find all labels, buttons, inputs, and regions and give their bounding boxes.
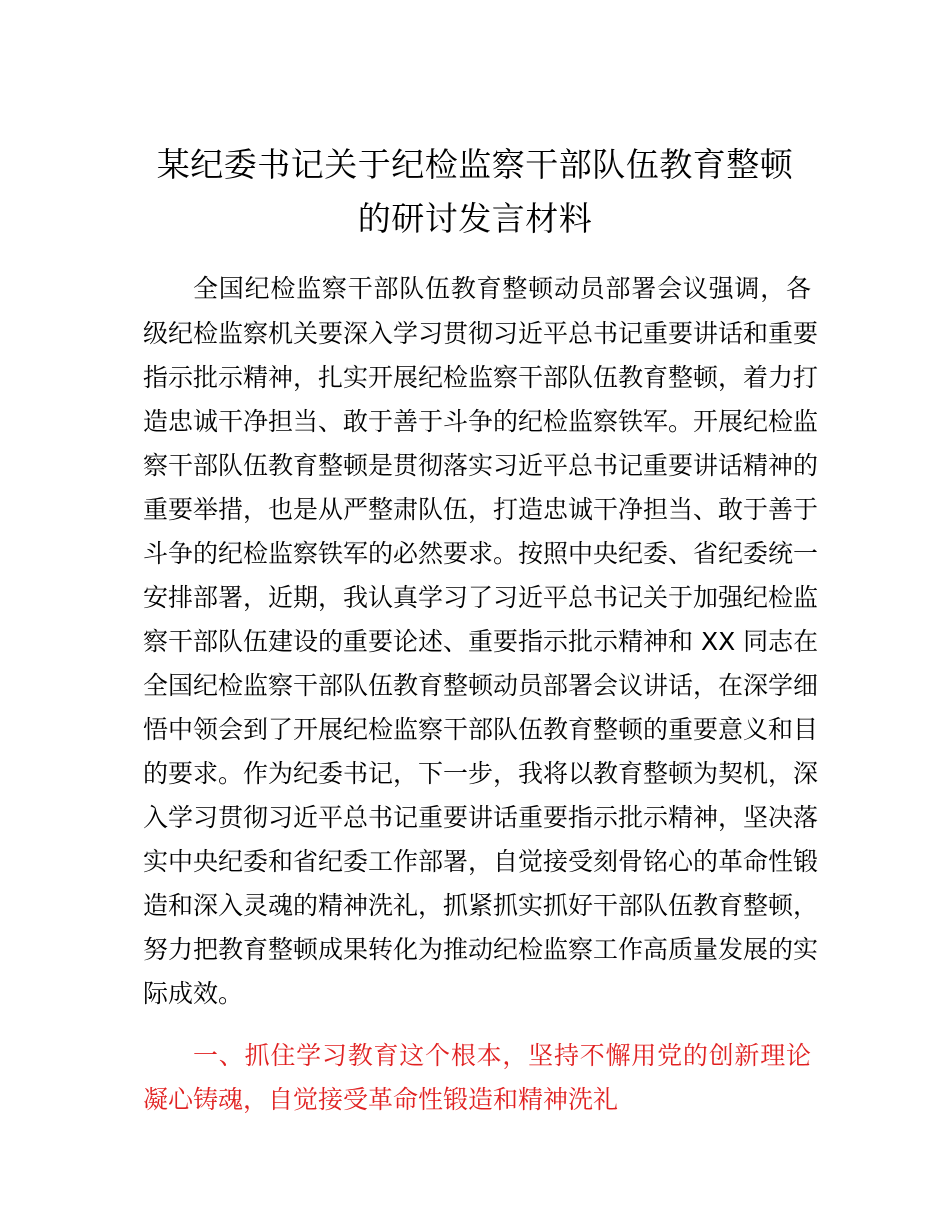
body-text-line: 实中央纪委和省纪委工作部署，自觉接受刻骨铭心的革命性锻 xyxy=(143,847,819,876)
body-text-line: 全国纪检监察干部队伍教育整顿动员部署会议强调，各 xyxy=(193,274,811,303)
document-title-line-2: 的研讨发言材料 xyxy=(357,199,593,238)
body-text-line: 察干部队伍教育整顿是贯彻落实习近平总书记重要讲话精神的 xyxy=(143,451,819,480)
body-text-line: 安排部署，近期，我认真学习了习近平总书记关于加强纪检监 xyxy=(143,583,819,612)
body-text-line: 悟中领会到了开展纪检监察干部队伍教育整顿的重要意义和目 xyxy=(143,715,819,744)
body-text-line: 斗争的纪检监察铁军的必然要求。按照中央纪委、省纪委统一 xyxy=(143,539,819,568)
body-text-line: 级纪检监察机关要深入学习贯彻习近平总书记重要讲话和重要 xyxy=(143,319,819,348)
body-text-line: 入学习贯彻习近平总书记重要讲话重要指示批示精神，坚决落 xyxy=(143,803,819,832)
body-text-line: 际成效。 xyxy=(143,979,244,1008)
body-text-line: 造忠诚干净担当、敢于善于斗争的纪检监察铁军。开展纪检监 xyxy=(143,407,819,436)
body-text-line: 重要举措，也是从严整肃队伍，打造忠诚干净担当、敢于善于 xyxy=(143,495,819,524)
section-heading-line-1: 一、抓住学习教育这个根本，坚持不懈用党的创新理论 xyxy=(193,1041,811,1070)
body-text-line: 指示批示精神，扎实开展纪检监察干部队伍教育整顿，着力打 xyxy=(143,363,819,392)
body-text-line: 的要求。作为纪委书记，下一步，我将以教育整顿为契机，深 xyxy=(143,759,819,788)
body-text-line: 造和深入灵魂的精神洗礼，抓紧抓实抓好干部队伍教育整顿， xyxy=(143,891,819,920)
body-text-line: 察干部队伍建设的重要论述、重要指示批示精神和 XX 同志在 xyxy=(143,627,819,656)
section-heading-line-2: 凝心铸魂，自觉接受革命性锻造和精神洗礼 xyxy=(143,1085,619,1114)
body-text-line: 全国纪检监察干部队伍教育整顿动员部署会议讲话，在深学细 xyxy=(143,671,819,700)
document-title-line-1: 某纪委书记关于纪检监察干部队伍教育整顿 xyxy=(156,145,794,184)
body-text-line: 努力把教育整顿成果转化为推动纪检监察工作高质量发展的实 xyxy=(143,935,819,964)
